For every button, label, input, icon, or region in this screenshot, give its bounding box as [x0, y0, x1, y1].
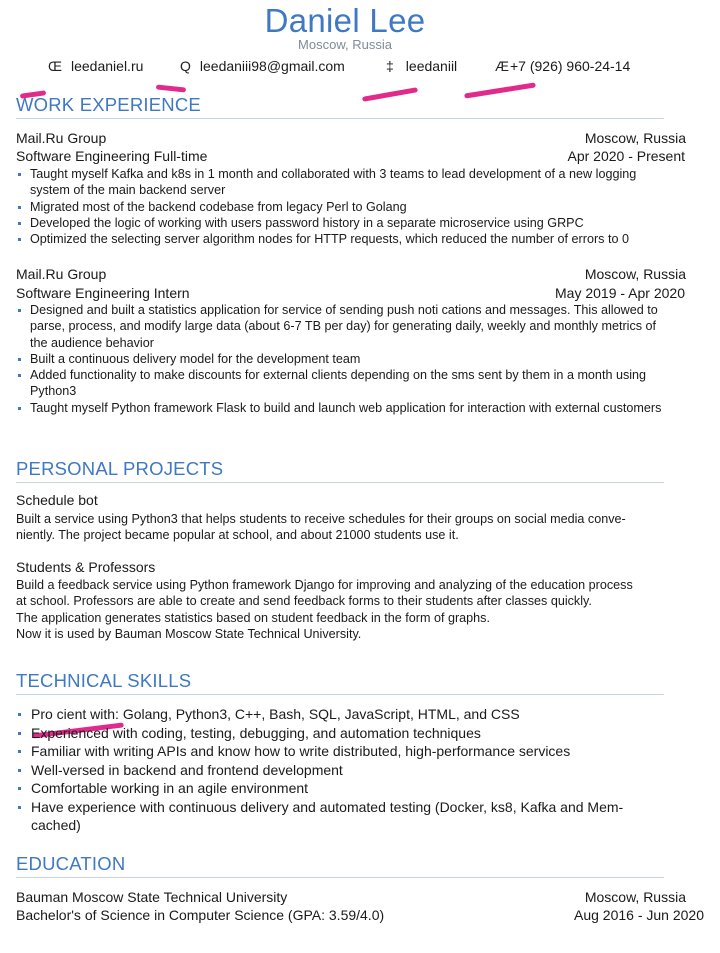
job-subheader — [16, 147, 684, 165]
project-line: Build a feedback service using Python framework Django for improving and analyzing of the education process — [16, 578, 633, 592]
contact-bar — [0, 58, 720, 78]
job-company: Mail.Ru Group — [16, 266, 107, 282]
highlighter-mark — [362, 87, 418, 102]
education-dates: Aug 2016 - Jun 2020 — [574, 907, 704, 923]
job-role: Software Engineering Intern — [16, 285, 190, 301]
education-subheader — [16, 906, 704, 924]
project-line: at school. Professors are able to create and send feedback forms to their students after classes quickly. — [16, 594, 592, 609]
education-header — [16, 888, 684, 906]
education-school: Bauman Moscow State Technical University — [16, 889, 288, 905]
section-divider — [16, 118, 664, 119]
section-title-projects: PERSONAL PROJECTS — [16, 458, 224, 479]
job-bullets — [18, 166, 668, 247]
list-item: Taught myself Python framework Flask to build and launch web application for interaction with external customers — [18, 400, 668, 416]
job-bullets — [18, 302, 668, 416]
contact-website[interactable] — [48, 58, 143, 74]
list-item: Designed and built a statistics application for service of sending push noti cations and messages. This allowed to parse, process, and modify large data (about 6-7 TB per day) for generating daily, weekly and monthly metrics of the audience behavior — [18, 302, 668, 351]
section-divider — [16, 694, 664, 695]
highlighter-mark — [464, 82, 536, 98]
project-title: Students & Professors — [16, 559, 156, 575]
education-location: Moscow, Russia — [584, 889, 686, 905]
section-title-education: EDUCATION — [16, 853, 126, 874]
contact-email[interactable] — [180, 58, 345, 74]
job-header — [16, 129, 684, 147]
job-location: Moscow, Russia — [584, 266, 686, 282]
project-line: The application generates statistics based on student feedback in the form of graphs. — [16, 610, 490, 625]
section-title-work: WORK EXPERIENCE — [16, 94, 201, 115]
project-title: Schedule bot — [16, 492, 98, 508]
contact-phone[interactable] — [495, 58, 630, 74]
project-line: Now it is used by Bauman Moscow State Technical University. — [16, 626, 362, 641]
job-header — [16, 265, 684, 283]
project-description — [16, 511, 676, 544]
list-item: Pro cient with: Golang, Python3, C++, Bash, SQL, JavaScript, HTML, and CSS — [18, 705, 633, 724]
home-icon: Œ — [48, 58, 62, 74]
github-icon: ‡ — [386, 58, 394, 74]
section-divider — [16, 877, 664, 878]
section-divider — [16, 482, 664, 483]
github-link[interactable]: leedaniil — [405, 58, 458, 74]
project-line: Built a service using Python3 that helps students to receive schedules for their groups on social media conve- — [16, 512, 626, 526]
education-degree: Bachelor's of Science in Computer Science (GPA: 3.59/4.0) — [16, 907, 385, 923]
list-item: Have experience with continuous delivery and automated testing (Docker, ks8, Kafka and Mem- cached) — [18, 798, 633, 835]
job-role: Software Engineering Full-time — [16, 148, 208, 164]
list-item: Optimized the selecting server algorithm nodes for HTTP requests, which reduced the number of errors to 0 — [18, 231, 668, 247]
contact-github[interactable] — [386, 58, 457, 74]
project-description — [16, 577, 676, 642]
highlighter-mark — [156, 84, 186, 92]
list-item: Taught myself Kafka and k8s in 1 month and collaborated with 3 teams to lead development of a new logging system of the main backend server — [18, 166, 668, 199]
list-item: Comfortable working in an agile environment — [18, 779, 633, 798]
phone-icon: Æ — [495, 58, 509, 74]
list-item: Added functionality to make discounts for external clients depending on the sms sent by them in a month using Python3 — [18, 367, 668, 400]
list-item: Migrated most of the backend codebase from legacy Perl to Golang — [18, 199, 668, 215]
list-item: Well-versed in backend and frontend development — [18, 761, 633, 780]
website-link[interactable]: leedaniel.ru — [71, 58, 144, 74]
job-dates: Apr 2020 - Present — [567, 148, 685, 164]
list-item: Developed the logic of working with users password history in a separate microservice using GRPC — [18, 215, 668, 231]
phone-link[interactable]: +7 (926) 960-24-14 — [510, 58, 631, 74]
list-item: Experienced with coding, testing, debugging, and automation techniques — [18, 724, 633, 743]
mail-icon: Q — [180, 58, 191, 74]
resume-name: Daniel Lee — [264, 2, 426, 39]
list-item: Familiar with writing APIs and know how to write distributed, high-performance services — [18, 742, 633, 761]
skills-list — [18, 705, 633, 835]
project-line: niently. The project became popular at school, and about 21000 students use it. — [16, 528, 459, 543]
job-dates: May 2019 - Apr 2020 — [555, 285, 685, 301]
job-location: Moscow, Russia — [584, 130, 686, 146]
header-location: Moscow, Russia — [298, 37, 392, 52]
job-subheader — [16, 284, 684, 302]
job-company: Mail.Ru Group — [16, 130, 107, 146]
section-title-skills: TECHNICAL SKILLS — [16, 670, 192, 691]
email-link[interactable]: leedaniii98@gmail.com — [199, 58, 345, 74]
list-item: Built a continuous delivery model for the development team — [18, 351, 668, 367]
